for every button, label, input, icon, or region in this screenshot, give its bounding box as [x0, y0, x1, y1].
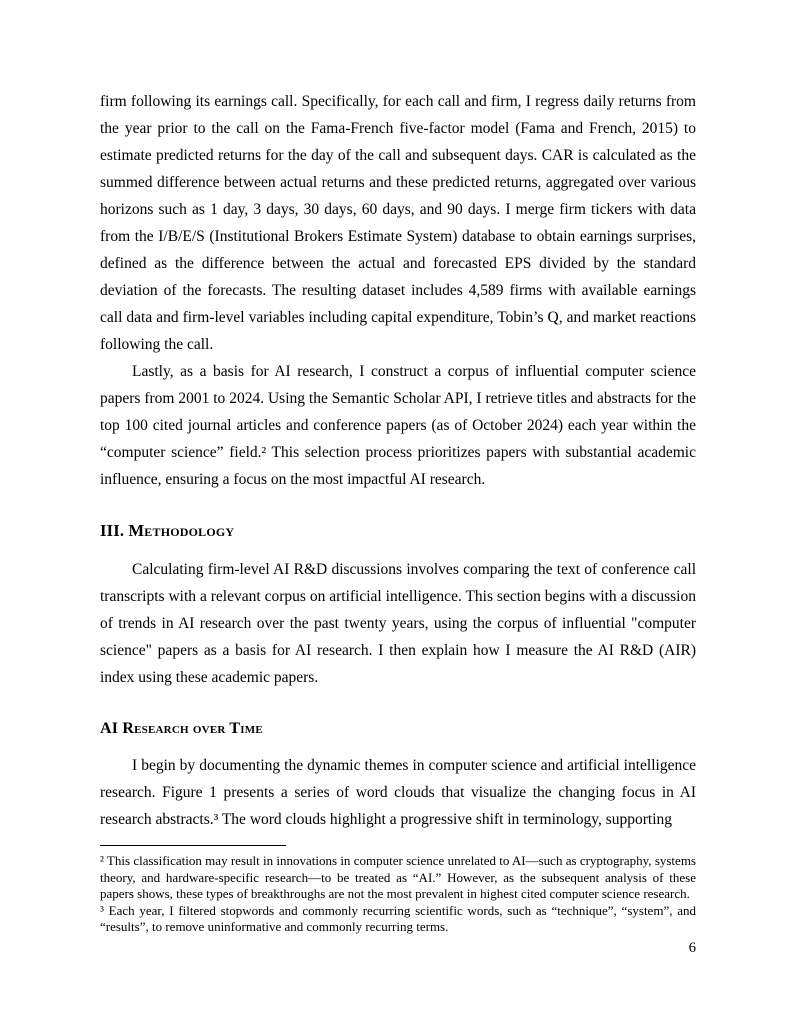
paragraph-ai-research: I begin by documenting the dynamic themes in computer science and artificial intelligence research. Figure 1 presents a series of word clouds that visualize the changing focus in AI research abstracts.³ The word clouds highlight a progressive shift in terminology, supporting — [100, 757, 696, 828]
subsection-heading-ai-research-over-time: AI Research over Time — [100, 720, 263, 737]
page-body — [100, 88, 696, 833]
paragraph-data-construction: firm following its earnings call. Specifically, for each call and firm, I regress daily returns from the year prior to the call on the Fama-French five-factor model (Fama and French, 2015) to estimate predicted returns for the day of the call and subsequent days. CAR is calculated as the summed difference between actual returns and these predicted returns, aggregated over various horizons such as 1 day, 3 days, 30 days, 60 days, and 90 days. I merge firm tickers with data from the I/B/E/S (Institutional Brokers Estimate System) database to obtain earnings surprises, defined as the difference between the actual and forecasted EPS divided by the standard deviation of the forecasts. The resulting dataset includes 4,589 firms with available earnings call data and firm-level variables including capital expenditure, Tobin’s Q, and market reactions following the call. — [100, 93, 696, 353]
page-number: 6 — [688, 940, 696, 956]
paragraph-corpus: Lastly, as a basis for AI research, I construct a corpus of influential computer science papers from 2001 to 2024. Using the Semantic Scholar API, I retrieve titles and abstracts for the top 100 cited journal articles and conference papers (as of October 2024) each year within the “computer science” field.² This selection process prioritizes papers with substantial academic influence, ensuring a focus on the most impactful AI research. — [100, 363, 696, 488]
footnote-3: ³ Each year, I filtered stopwords and commonly recurring scientific words, such as “technique”, “system”, and “results”, to remove uninformative and commonly recurring terms. — [100, 902, 696, 934]
footnote-area — [100, 845, 696, 936]
section-heading-methodology: III. Methodology — [100, 521, 235, 540]
paragraph-methodology-intro: Calculating firm-level AI R&D discussions involves comparing the text of conference call transcripts with a relevant corpus on artificial intelligence. This section begins with a discussion of trends in AI research over the past twenty years, using the corpus of influential "computer science" papers as a basis for AI research. I then explain how I measure the AI R&D (AIR) index using these academic papers. — [100, 561, 696, 686]
footnote-separator-rule — [100, 845, 286, 846]
footnote-2: ² This classification may result in innovations in computer science unrelated to AI—such as cryptography, systems theory, and hardware-specific research—to be treated as “AI.” However, as the subsequent analysis of these papers shows, these types of breakthroughs are not the most prevalent in highest cited computer science research. — [100, 853, 696, 901]
